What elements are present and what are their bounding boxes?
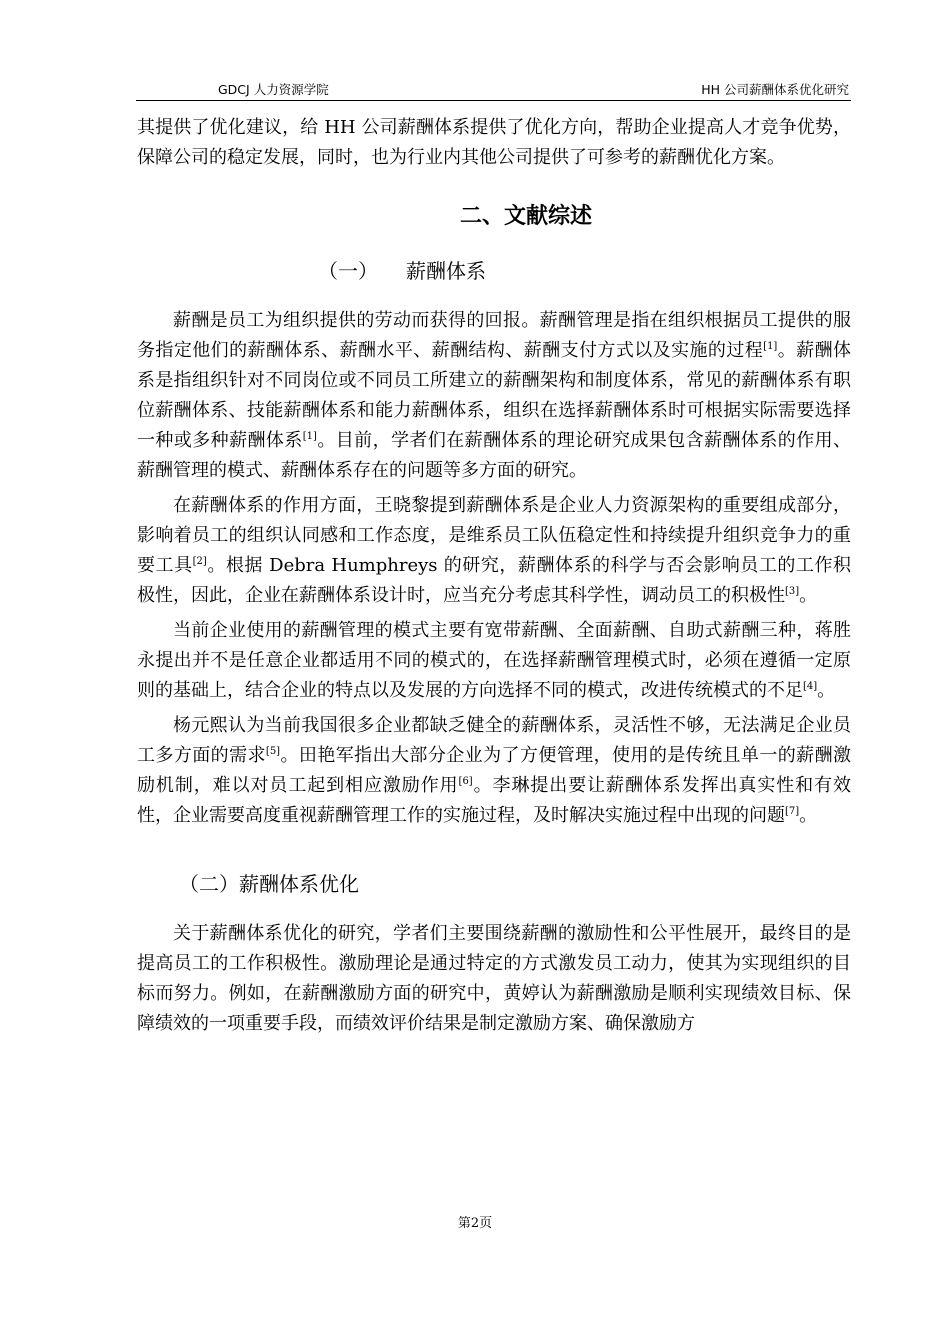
paragraph-1-text-c: 。目前，学者们在薪酬体系的理论研究成果包含薪酬体系的作用、薪酬管理的模式、薪酬体系存在的问题等多方面的研究。: [137, 430, 851, 481]
citation-ref: [1]: [302, 431, 317, 442]
document-body: [137, 113, 851, 1039]
citation-ref: [6]: [458, 776, 473, 787]
citation-ref: [5]: [265, 746, 281, 757]
intro-paragraph: 其提供了优化建议，给 HH 公司薪酬体系提供了优化方向，帮助企业提高人才竞争优势，保障公司的稳定发展，同时，也为行业内其他公司提供了可参考的薪酬优化方案。: [137, 117, 851, 168]
header-right-text: HH 公司薪酬体系优化研究: [701, 82, 849, 97]
paragraph-2-text-b: 。根据 Debra Humphreys 的研究，薪酬体系的科学与否会影响员工的工作积极性，因此，企业在薪酬体系设计时，应当充分考虑其科学性，调动员工的积极性: [137, 555, 851, 606]
paragraph-1-text-a: 薪酬是员工为组织提供的劳动而获得的回报。薪酬管理是指在组织根据员工提供的服务指定他们的薪酬体系、薪酬水平、薪酬结构、薪酬支付方式以及实施的过程: [137, 310, 851, 361]
page-number: 第2页: [457, 1216, 493, 1231]
header-divider: [136, 100, 851, 101]
citation-ref: [1]: [763, 341, 778, 352]
subsection-1-number: （一）: [318, 259, 378, 283]
paragraph-2: [137, 491, 851, 611]
citation-ref: [3]: [785, 586, 800, 597]
paragraph-5: 关于薪酬体系优化的研究，学者们主要围绕薪酬的激励性和公平性展开，最终目的是提高员工的工作积极性。激励理论是通过特定的方式激发员工动力，使其为实现组织的目标而努力。例如，在薪酬激励方面的研究中，黄婷认为薪酬激励是顺利实现绩效目标、保障绩效的一项重要手段，而绩效评价结果是制定激励方案、确保激励方: [137, 923, 851, 1034]
paragraph-4: [137, 711, 851, 831]
paragraph-3-text-b: 。: [817, 680, 836, 701]
paragraph-3-text-a: 当前企业使用的薪酬管理的模式主要有宽带薪酬、全面薪酬、自助式薪酬三种，蒋胜永提出并不是任意企业都适用不同的模式的，在选择薪酬管理模式时，必须在遵循一定原则的基础上，结合企业的特点以及发展的方向选择不同的模式，改进传统模式的不足: [137, 620, 851, 701]
paragraph-3: [137, 616, 851, 706]
paragraph-1-text-b: 。薪酬体系是指组织针对不同岗位或不同员工所建立的薪酬架构和制度体系，常见的薪酬体系有职位薪酬体系、技能薪酬体系和能力薪酬体系，组织在选择薪酬体系时可根据实际需要选择一种或多种薪酬体系: [137, 340, 852, 451]
header-left-text: GDCJ 人力资源学院: [218, 82, 329, 97]
paragraph-4-text-c: 。李琳提出要让薪酬体系发挥出真实性和有效性，企业需要高度重视薪酬管理工作的实施过程，及时解决实施过程中出现的问题: [137, 775, 852, 826]
citation-ref: [2]: [192, 556, 207, 567]
citation-ref: [4]: [803, 681, 818, 692]
paragraph-4-text-b: 。田艳军指出大部分企业为了方便管理，使用的是传统且单一的薪酬激励机制，难以对员工起到相应激励作用: [137, 745, 852, 796]
citation-ref: [7]: [785, 806, 800, 817]
subsection-2-heading: （二）薪酬体系优化: [179, 872, 359, 896]
subsection-1-heading: [137, 256, 851, 286]
subsection-1-title: 薪酬体系: [406, 259, 486, 283]
paragraph-4-text-d: 。: [799, 805, 818, 826]
section-title: 二、文献综述: [459, 204, 592, 229]
paragraph-4-text-a: 杨元熙认为当前我国很多企业都缺乏健全的薪酬体系，灵活性不够，无法满足企业员工多方面的需求: [137, 715, 851, 766]
paragraph-1: [137, 306, 851, 486]
paragraph-2-text-c: 。: [799, 585, 818, 606]
paragraph-2-text-a: 在薪酬体系的作用方面，王晓黎提到薪酬体系是企业人力资源架构的重要组成部分，影响着员工的组织认同感和工作态度，是维系员工队伍稳定性和持续提升组织竞争力的重要工具: [137, 495, 851, 576]
